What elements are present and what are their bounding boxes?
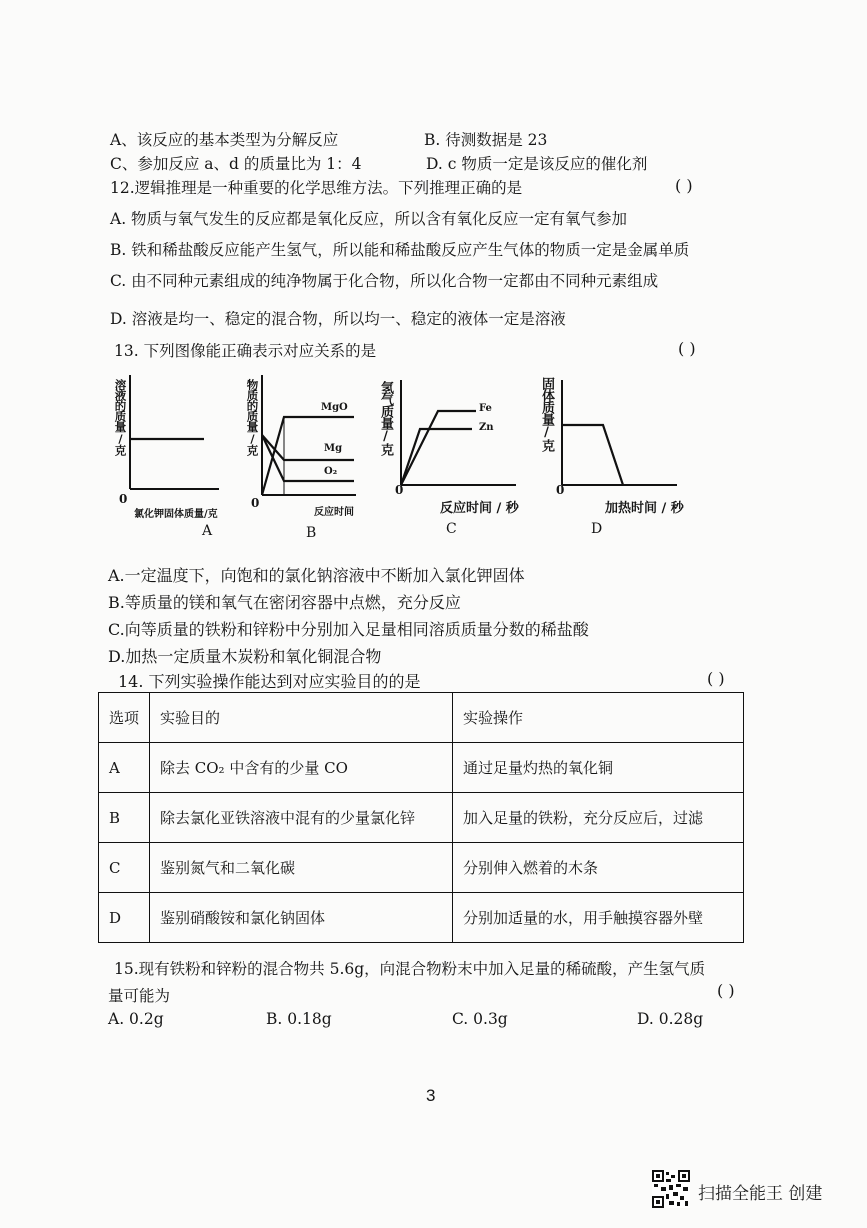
table-cell: A <box>99 743 150 793</box>
q15-option-c: C. 0.3g <box>452 1010 508 1028</box>
graph-c-caption: C <box>446 521 457 537</box>
q13-answer-paren: ( ) <box>678 339 696 358</box>
table-cell: 除去 CO₂ 中含有的少量 CO <box>150 743 453 793</box>
graph-d-caption: D <box>591 521 603 537</box>
page-number: 3 <box>426 1086 436 1105</box>
graph-b-o2-curve <box>262 435 354 481</box>
qr-code-icon <box>652 1170 690 1208</box>
table-row <box>99 843 744 893</box>
graph-a <box>114 375 239 540</box>
graph-c-series-fe: Fe <box>479 403 492 414</box>
q13-option-d: D.加热一定质量木炭粉和氧化铜混合物 <box>108 647 382 666</box>
graph-c-ylabel: 氢气质量/克 <box>378 381 393 455</box>
table-cell: B <box>99 793 150 843</box>
graph-c-origin: 0 <box>395 483 404 497</box>
q12-option-d: D. 溶液是均一、稳定的混合物，所以均一、稳定的液体一定是溶液 <box>110 310 566 328</box>
graph-b-xlabel: 反应时间 <box>314 507 354 518</box>
graph-b-series-o2: O₂ <box>324 466 338 477</box>
q15-option-b: B. 0.18g <box>266 1010 332 1028</box>
q15-answer-paren: ( ) <box>717 981 735 1000</box>
table-cell: D <box>99 893 150 943</box>
q11-option-c: C、参加反应 a、d 的质量比为 1：4 <box>110 155 362 173</box>
graph-b-ylabel: 物质的质量/克 <box>245 379 260 455</box>
q13-option-a: A.一定温度下，向饱和的氯化钠溶液中不断加入氯化钾固体 <box>108 566 525 585</box>
scanner-watermark: 扫描全能王 创建 <box>698 1184 823 1204</box>
table-header-cell: 选项 <box>99 693 150 743</box>
q15-stem-line2: 量可能为 <box>108 987 171 1005</box>
graph-a-origin: 0 <box>119 492 128 506</box>
q14-table <box>98 692 744 943</box>
graph-d-curve <box>562 425 623 485</box>
graph-c-zn-curve <box>401 429 472 485</box>
table-cell: 加入足量的铁粉，充分反应后，过滤 <box>453 793 744 843</box>
table-cell: 鉴别氮气和二氧化碳 <box>150 843 453 893</box>
graph-b-mgo-curve <box>262 417 354 495</box>
q12-option-c: C. 由不同种元素组成的纯净物属于化合物，所以化合物一定都由不同种元素组成 <box>110 272 659 290</box>
graph-a-ylabel: 溶液的质量/克 <box>113 379 128 455</box>
graph-d-ylabel: 固体质量/克 <box>539 377 554 451</box>
graph-d <box>537 375 697 540</box>
graph-c-fe-curve <box>401 411 476 485</box>
table-cell: 鉴别硝酸铵和氯化钠固体 <box>150 893 453 943</box>
table-cell: C <box>99 843 150 893</box>
table-cell: 分别伸入燃着的木条 <box>453 843 744 893</box>
q12-option-a: A. 物质与氧气发生的反应都是氧化反应，所以含有氧化反应一定有氧气参加 <box>110 210 628 228</box>
graph-b-origin: 0 <box>251 496 260 510</box>
q12-option-b: B. 铁和稀盐酸反应能产生氢气，所以能和稀盐酸反应产生气体的物质一定是金属单质 <box>110 241 690 259</box>
q13-option-b: B.等质量的镁和氧气在密闭容器中点燃，充分反应 <box>108 593 461 612</box>
q12-stem: 12.逻辑推理是一种重要的化学思维方法。下列推理正确的是 <box>110 179 523 197</box>
q14-answer-paren: ( ) <box>707 669 725 688</box>
q11-option-a: A、该反应的基本类型为分解反应 <box>110 131 339 149</box>
q15-stem-line1: 15.现有铁粉和锌粉的混合物共 5.6g，向混合物粉末中加入足量的稀硫酸，产生氢气质 <box>114 960 706 978</box>
q15-option-d: D. 0.28g <box>637 1010 704 1028</box>
table-cell: 分别加适量的水，用手触摸容器外壁 <box>453 893 744 943</box>
table-header-cell: 实验目的 <box>150 693 453 743</box>
graph-b-caption: B <box>306 525 317 541</box>
q14-stem: 14. 下列实验操作能达到对应实验目的的是 <box>118 672 421 691</box>
table-header-cell: 实验操作 <box>453 693 744 743</box>
graph-a-caption: A <box>202 523 213 539</box>
graph-b <box>246 375 364 540</box>
q13-stem: 13. 下列图像能正确表示对应关系的是 <box>114 342 377 360</box>
table-row <box>99 793 744 843</box>
graph-d-xlabel: 加热时间 / 秒 <box>605 501 684 516</box>
table-row <box>99 893 744 943</box>
graph-c-xlabel: 反应时间 / 秒 <box>440 501 519 516</box>
q11-option-b: B. 待测数据是 23 <box>424 131 548 149</box>
graph-d-origin: 0 <box>556 483 565 497</box>
graph-a-xlabel: 氯化钾固体质量/克 <box>134 509 218 520</box>
table-cell: 通过足量灼热的氧化铜 <box>453 743 744 793</box>
q13-option-c: C.向等质量的铁粉和锌粉中分别加入足量相同溶质质量分数的稀盐酸 <box>108 620 589 639</box>
q15-option-a: A. 0.2g <box>108 1010 164 1028</box>
q11-option-d: D. c 物质一定是该反应的催化剂 <box>426 155 648 173</box>
graph-c-series-zn: Zn <box>479 422 494 433</box>
graph-b-series-mg: Mg <box>324 443 343 454</box>
graph-b-series-mgo: MgO <box>321 402 348 413</box>
table-header-row <box>99 693 744 743</box>
q12-answer-paren: ( ) <box>675 176 693 195</box>
table-cell: 除去氯化亚铁溶液中混有的少量氯化锌 <box>150 793 453 843</box>
graph-c <box>376 375 536 540</box>
table-row <box>99 743 744 793</box>
